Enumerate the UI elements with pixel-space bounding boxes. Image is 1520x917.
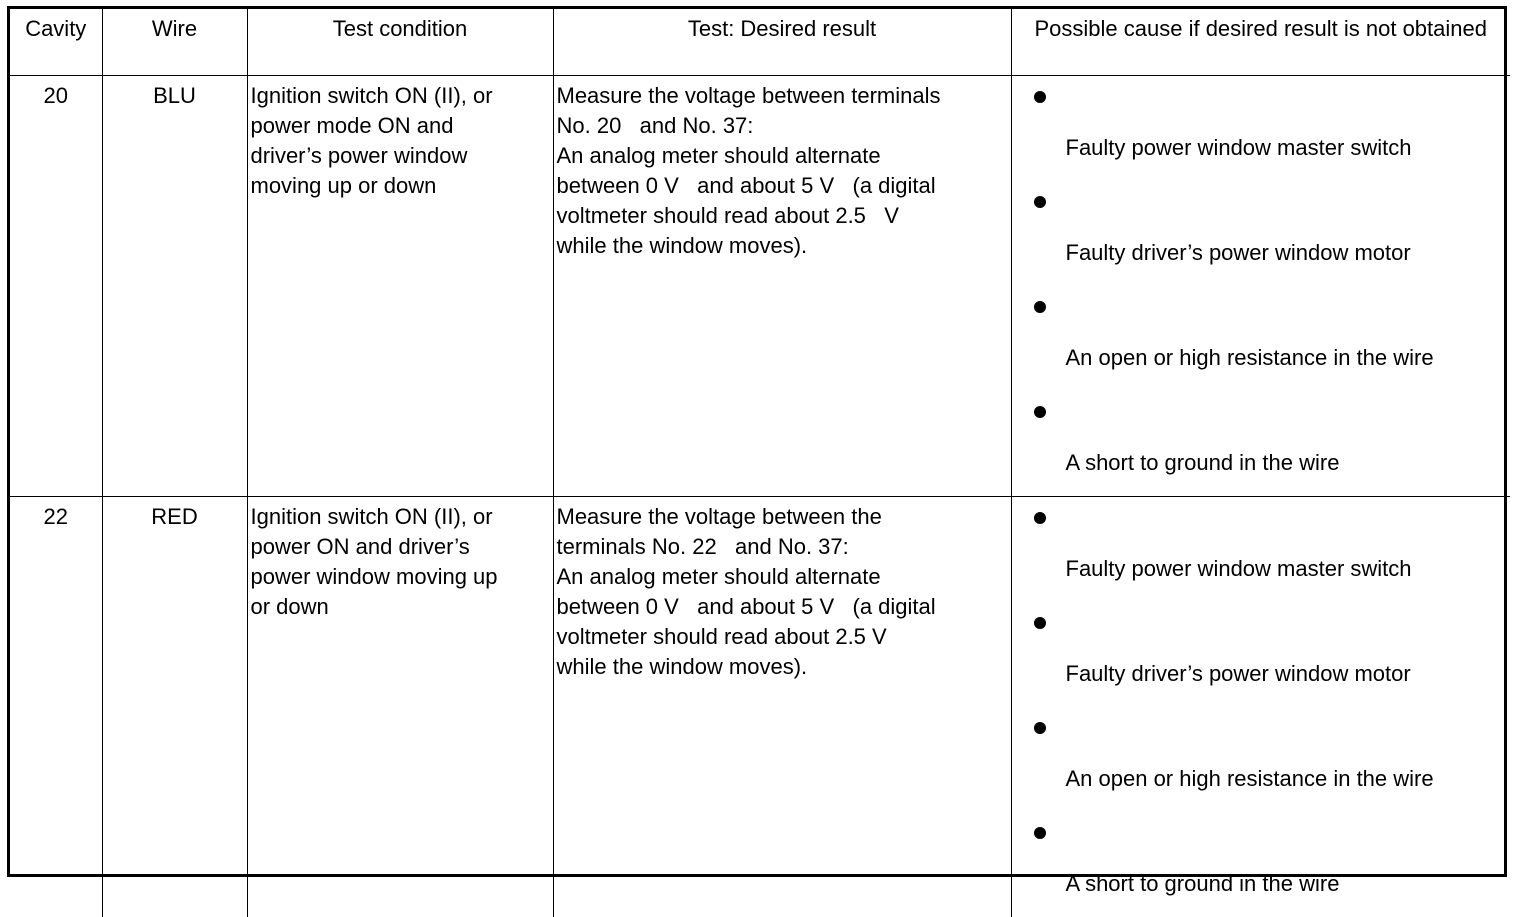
list-item: [1012, 286, 1511, 391]
result-line: voltmeter should read about 2.5 V: [556, 623, 887, 649]
result-line: Measure the voltage between terminals: [556, 82, 941, 108]
result-line: between 0 V and about 5 V (a digital: [556, 593, 936, 619]
condition-line: power ON and driver’s: [250, 533, 470, 559]
header-test-condition: Test condition: [247, 9, 553, 75]
header-row: [10, 9, 1510, 75]
list-item: [1012, 602, 1511, 707]
condition-line: or down: [250, 593, 329, 619]
wire-cell: RED: [102, 496, 247, 917]
result-line: voltmeter should read about 2.5 V: [556, 202, 899, 228]
cavity-cell: 22: [10, 496, 102, 917]
cavity-cell: 20: [10, 75, 102, 496]
condition-line: Ignition switch ON (II), or: [250, 503, 493, 529]
cause-list: [1012, 497, 1511, 917]
condition-line: power window moving up: [250, 563, 498, 589]
possible-cause-cell: [1011, 496, 1510, 917]
list-item: [1012, 812, 1511, 917]
list-item: [1012, 707, 1511, 812]
condition-line: driver’s power window: [250, 142, 468, 168]
test-condition-cell: [247, 75, 553, 496]
result-line: An analog meter should alternate: [556, 563, 881, 589]
condition-line: moving up or down: [250, 172, 437, 198]
header-cavity: Cavity: [10, 9, 102, 75]
cause-text: Faulty driver’s power window motor: [1065, 660, 1411, 686]
cause-text: A short to ground in the wire: [1065, 449, 1340, 475]
cause-text: An open or high resistance in the wire: [1065, 344, 1434, 370]
troubleshooting-table: [10, 9, 1510, 917]
troubleshooting-table-sheet: [7, 6, 1507, 896]
bullet-icon: [1034, 196, 1046, 208]
result-line: while the window moves).: [556, 232, 808, 258]
wire-cell: BLU: [102, 75, 247, 496]
bullet-icon: [1034, 301, 1046, 313]
result-line: while the window moves).: [556, 653, 808, 679]
header-possible-cause: Possible cause if desired result is not obtained: [1011, 9, 1510, 75]
list-item: [1012, 76, 1511, 181]
cause-text: Faulty power window master switch: [1065, 134, 1412, 160]
result-line: Measure the voltage between the: [556, 503, 882, 529]
header-wire: Wire: [102, 9, 247, 75]
bullet-icon: [1034, 406, 1046, 418]
cause-text: An open or high resistance in the wire: [1065, 765, 1434, 791]
bullet-icon: [1034, 512, 1046, 524]
desired-result-cell: [553, 75, 1011, 496]
table-row: [10, 496, 1510, 917]
bullet-icon: [1034, 827, 1046, 839]
result-line: between 0 V and about 5 V (a digital: [556, 172, 936, 198]
bullet-icon: [1034, 91, 1046, 103]
table-row: [10, 75, 1510, 496]
header-desired-result: Test: Desired result: [553, 9, 1011, 75]
condition-line: power mode ON and: [250, 112, 454, 138]
desired-result-cell: [553, 496, 1011, 917]
cause-text: Faulty driver’s power window motor: [1065, 239, 1411, 265]
test-condition-cell: [247, 496, 553, 917]
bullet-icon: [1034, 617, 1046, 629]
cause-list: [1012, 76, 1511, 496]
bullet-icon: [1034, 722, 1046, 734]
list-item: [1012, 181, 1511, 286]
result-line: An analog meter should alternate: [556, 142, 881, 168]
cause-text: Faulty power window master switch: [1065, 555, 1412, 581]
condition-line: Ignition switch ON (II), or: [250, 82, 493, 108]
cause-text: A short to ground in the wire: [1065, 870, 1340, 896]
possible-cause-cell: [1011, 75, 1510, 496]
result-line: No. 20 and No. 37:: [556, 112, 754, 138]
list-item: [1012, 497, 1511, 602]
result-line: terminals No. 22 and No. 37:: [556, 533, 849, 559]
list-item: [1012, 391, 1511, 496]
